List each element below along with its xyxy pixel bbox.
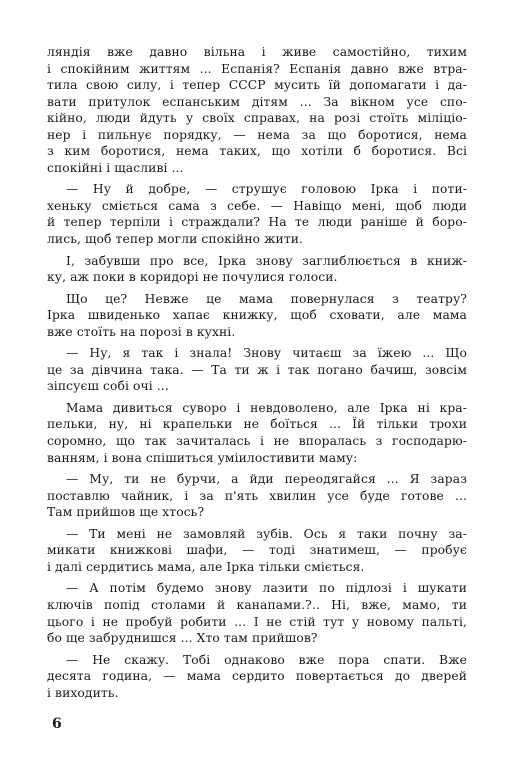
- paragraph: [47, 400, 467, 466]
- text-line: цього і не пробуй робити ... І не стій тут у новому пальті,: [47, 614, 467, 629]
- text-line: — А потім будемо знову лазити по підлозі і шукати: [66, 581, 467, 596]
- paragraph: [47, 652, 467, 702]
- text-line: і далі сердитись мама, але Ірка тільки сміється.: [47, 559, 365, 574]
- text-line: хеньку сміється сама з себе. — Навіщо мені, щоб люди: [47, 198, 467, 213]
- text-line: Ірка швиденько хапає книжку, щоб сховати, але мама: [47, 308, 467, 323]
- text-line: вже стоїть на порозі в кухні.: [47, 324, 236, 339]
- text-line: і виходить.: [47, 685, 119, 700]
- text-line: ванням, і вона спішиться уміилостивити маму:: [47, 450, 358, 465]
- text-line: пельки, ну, ні крапельки не боїться ... Їй тільки трохи: [47, 417, 467, 432]
- text-line: лись, щоб тепер могли спокійно жити.: [47, 232, 304, 247]
- text-line: десята година, — мама сердито повертається до дверей: [47, 669, 467, 684]
- text-line: зіпсуєш собі очі ...: [47, 379, 169, 394]
- text-line: соромно, що так зачиталась і не впоралась з господарю-: [47, 434, 467, 449]
- text-line: бо ще забруднишся ... Хто там прийшов?: [47, 631, 318, 646]
- text-line: микати книжкові шафи, — тоді знатимеш, — пробує: [47, 543, 467, 558]
- page-number: 6: [52, 716, 62, 732]
- text-line: вати притулок еспанським дітям ... За вікном усе спо-: [47, 94, 467, 109]
- text-line: Мама дивиться суворо і невдоволено, але Ірка ні кра-: [66, 400, 467, 415]
- text-line: — Не скажу. Тобі однаково вже пора спати. Вже: [66, 652, 467, 667]
- paragraph: [47, 580, 467, 646]
- paragraph: [47, 291, 467, 341]
- page-text: [47, 44, 467, 706]
- paragraph: [47, 181, 467, 247]
- text-line: тила свою силу, і тепер СССР мусить їй допомагати і да-: [47, 78, 467, 93]
- text-line: нер і пильнує порядку, — нема за що боротися, нема: [47, 127, 467, 142]
- text-line: ку, аж поки в коридорі не почулися голоси.: [47, 270, 338, 285]
- text-line: І, забувши про все, Ірка знову заглиблюється в книж-: [66, 253, 467, 268]
- text-line: — Му, ти не бурчи, а йди переодягайся ... Я зараз: [66, 472, 467, 487]
- text-line: — Ти мені не замовляй зубів. Ось я таки почну за-: [66, 526, 467, 541]
- text-line: кійно, люди йдуть у своїх справах, на розі стоїть міліціо-: [47, 111, 467, 126]
- paragraph: [47, 526, 467, 576]
- paragraph: [47, 44, 467, 176]
- text-line: з ким боротися, нема таких, що хотіли б боротися. Всі: [47, 144, 467, 159]
- text-line: ляндія вже давно вільна і живе самостійно, тихим: [47, 45, 467, 59]
- text-line: Там прийшов ще хтось?: [47, 505, 205, 520]
- text-line: — Ну й добре, — струшує головою Ірка і поти-: [66, 182, 467, 197]
- paragraph: [47, 471, 467, 521]
- text-line: ключів попід столами й канапами.?.. Ні, вже, мамо, ти: [47, 597, 467, 612]
- text-body: [47, 44, 467, 701]
- text-line: поставлю чайник, і за п'ять хвилин усе буде готове ...: [47, 488, 467, 503]
- paragraph: [47, 253, 467, 286]
- text-line: спокійні і щасливі ...: [47, 160, 184, 175]
- text-line: і спокійним життям ... Еспанія? Еспанія давно вже втра-: [47, 61, 467, 76]
- text-line: це за дівчина така. — Та ти ж і так погано бачиш, зовсім: [47, 362, 467, 377]
- text-line: й тепер терпіли і страждали? На те люди раніше й боро-: [47, 215, 467, 230]
- text-line: Що це? Невже це мама повернулася з театру?: [66, 291, 467, 306]
- paragraph: [47, 345, 467, 395]
- text-line: — Ну, я так і знала! Знову читаєш за їжею ... Що: [66, 346, 467, 361]
